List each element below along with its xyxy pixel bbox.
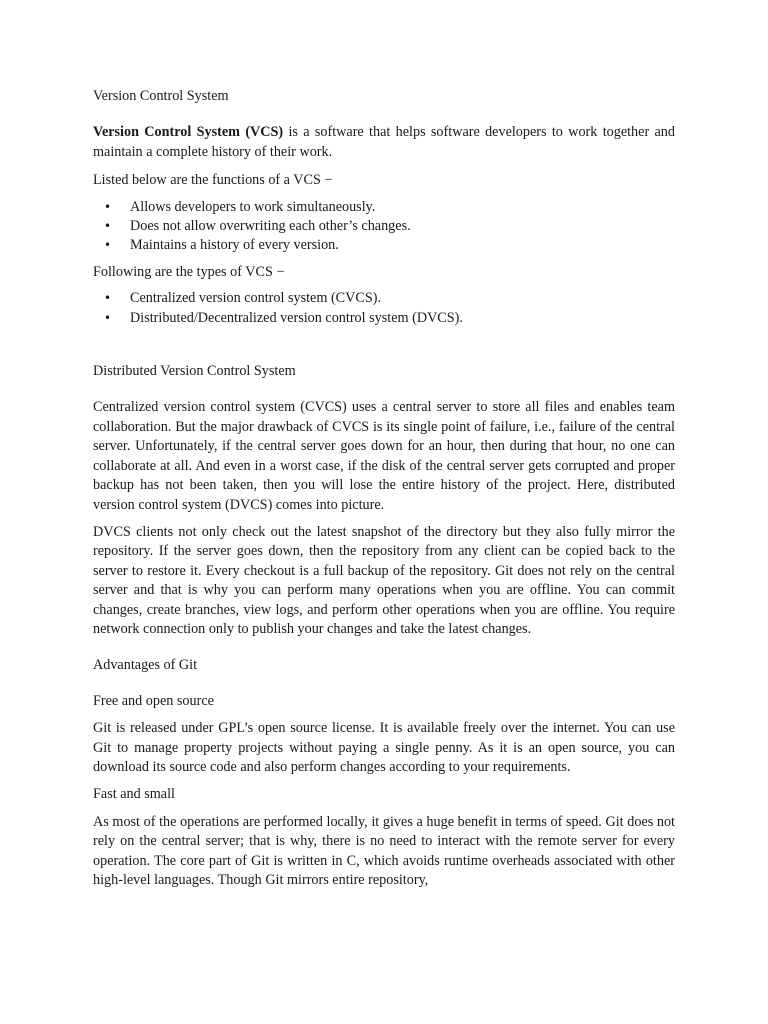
dvcs-paragraph-2: DVCS clients not only check out the latest snapshot of the directory but they also fully mirror the repository. If the server goes down, then the repository from any client can be copied back to the server to restore it. Every checkout is a full backup of the repository. Git does not rely on the central server and that is why you can perform many operations when you are offline. You can commit changes, create branches, view logs, and perform other operations when you are offline. You require network connection only to publish your changes and take the latest changes. [93,523,675,637]
intro-bold-term: Version Control System (VCS) [93,124,284,141]
doc-title: Version Control System [93,88,229,104]
types-list [93,289,675,328]
free-open-source-heading: Free and open source [93,692,214,709]
list-item: • Allows developers to work simultaneously. [93,198,675,217]
document-body [93,87,675,890]
fast-small-heading: Fast and small [93,786,175,803]
list-item: • Distributed/Decentralized version control system (DVCS). [93,309,675,328]
intro-text: is a software that helps software developers to work together and maintain a complete history of their work. [93,124,675,160]
intro-paragraph [93,123,675,162]
list-item: • Centralized version control system (CVCS). [93,289,675,308]
fast-small-paragraph: As most of the operations are performed locally, it gives a huge benefit in terms of speed. Git does not rely on the central server; that is why, there is no need to interact with the remote server for every operation. The core part of Git is written in C, which avoids runtime overheads associated with other high-level languages. Though Git mirrors entire repository, [93,813,675,888]
dvcs-heading: Distributed Version Control System [93,363,296,380]
functions-list [93,198,675,256]
free-open-source-paragraph: Git is released under GPL’s open source license. It is available freely over the internet. You can use Git to manage property projects without paying a single penny. As it is an open source, you can download its source code and also perform changes according to your requirements. [93,720,675,775]
list-item: • Does not allow overwriting each other’s changes. [93,217,675,236]
advantages-heading: Advantages of Git [93,657,198,674]
types-intro: Following are the types of VCS − [93,263,285,280]
dvcs-paragraph-1: Centralized version control system (CVCS) uses a central server to store all files and enables team collaboration. But the major drawback of CVCS is its single point of failure, i.e., failure of the central server. Unfortunately, if the central server goes down for an hour, then during that hour, no one can collaborate at all. And even in a worst case, if the disk of the central server gets corrupted and proper backup has not been taken, then you will lose the entire history of the project. Here, distributed version control system (DVCS) comes into picture. [93,399,675,513]
list-item: • Maintains a history of every version. [93,236,675,255]
functions-intro: Listed below are the functions of a VCS − [93,172,333,189]
